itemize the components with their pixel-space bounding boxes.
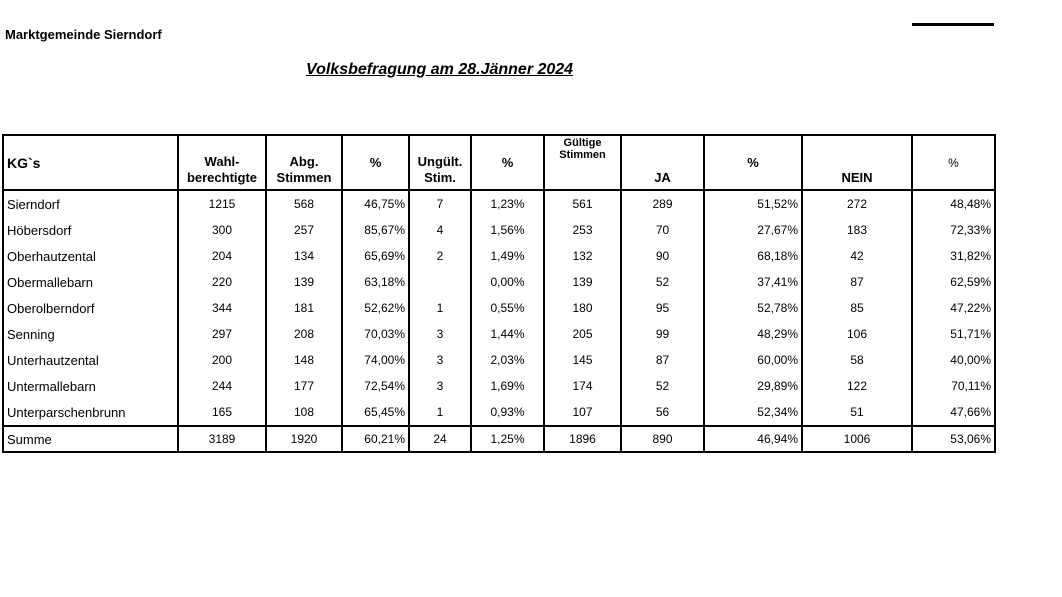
col-header-wahl-line1: Wahl- — [204, 154, 240, 169]
cell-abg: 177 — [266, 373, 342, 399]
cell-pct-ja: 52,78% — [704, 295, 802, 321]
cell-pct-abg: 70,03% — [342, 321, 409, 347]
cell-abg: 148 — [266, 347, 342, 373]
cell-name: Oberhautzental — [3, 243, 178, 269]
col-header-pct-nein: % — [912, 135, 995, 190]
total-ja: 890 — [621, 426, 704, 452]
cell-wahl: 297 — [178, 321, 266, 347]
cell-abg: 134 — [266, 243, 342, 269]
results-table — [2, 134, 996, 453]
cell-ungueltig: 7 — [409, 190, 471, 217]
cell-pct-abg: 72,54% — [342, 373, 409, 399]
cell-abg: 139 — [266, 269, 342, 295]
cell-pct-abg: 65,69% — [342, 243, 409, 269]
cell-wahl: 220 — [178, 269, 266, 295]
cell-gueltig: 107 — [544, 399, 621, 426]
cell-name: Sierndorf — [3, 190, 178, 217]
cell-ja: 90 — [621, 243, 704, 269]
col-header-kg: KG`s — [3, 135, 178, 190]
cell-nein: 58 — [802, 347, 912, 373]
cell-ja: 87 — [621, 347, 704, 373]
cell-abg: 568 — [266, 190, 342, 217]
table-row — [3, 269, 995, 295]
col-header-pct-abg: % — [342, 135, 409, 190]
total-pct-ja: 46,94% — [704, 426, 802, 452]
cell-gueltig: 180 — [544, 295, 621, 321]
cell-pct-ja: 68,18% — [704, 243, 802, 269]
col-header-wahl-line2: berechtigte — [186, 170, 258, 185]
col-header-gue-line2: Stimmen — [559, 149, 606, 161]
cell-abg: 181 — [266, 295, 342, 321]
total-name: Summe — [3, 426, 178, 452]
cell-pct-nein: 51,71% — [912, 321, 995, 347]
cell-name: Höbersdorf — [3, 217, 178, 243]
cell-pct-nein: 31,82% — [912, 243, 995, 269]
col-header-pct-ja: % — [704, 135, 802, 190]
cell-pct-ung: 1,56% — [471, 217, 544, 243]
col-header-ungueltig — [409, 135, 471, 190]
cell-name: Unterhautzental — [3, 347, 178, 373]
cell-nein: 106 — [802, 321, 912, 347]
cell-pct-ung: 1,44% — [471, 321, 544, 347]
cell-pct-abg: 85,67% — [342, 217, 409, 243]
cell-ungueltig: 2 — [409, 243, 471, 269]
total-row — [3, 426, 995, 452]
cell-nein: 42 — [802, 243, 912, 269]
cell-pct-ung: 0,55% — [471, 295, 544, 321]
cell-pct-nein: 47,22% — [912, 295, 995, 321]
col-header-ung-line2: Stim. — [424, 170, 456, 185]
cell-ja: 52 — [621, 373, 704, 399]
cell-wahl: 344 — [178, 295, 266, 321]
cell-ungueltig: 3 — [409, 373, 471, 399]
cell-ungueltig: 1 — [409, 399, 471, 426]
cell-gueltig: 145 — [544, 347, 621, 373]
cell-nein: 183 — [802, 217, 912, 243]
cell-pct-abg: 63,18% — [342, 269, 409, 295]
cell-pct-ja: 37,41% — [704, 269, 802, 295]
cell-pct-ung: 1,23% — [471, 190, 544, 217]
cell-nein: 122 — [802, 373, 912, 399]
cell-ungueltig: 3 — [409, 347, 471, 373]
cell-pct-abg: 74,00% — [342, 347, 409, 373]
table-row — [3, 190, 995, 217]
cell-name: Untermallebarn — [3, 373, 178, 399]
total-gueltig: 1896 — [544, 426, 621, 452]
cell-ja: 99 — [621, 321, 704, 347]
cell-wahl: 200 — [178, 347, 266, 373]
organization-name: Marktgemeinde Sierndorf — [5, 27, 162, 42]
col-header-nein: NEIN — [802, 135, 912, 190]
cell-pct-ja: 29,89% — [704, 373, 802, 399]
cell-pct-abg: 52,62% — [342, 295, 409, 321]
col-header-gue-line1: Gültige — [563, 137, 602, 149]
cell-ungueltig — [409, 269, 471, 295]
cell-gueltig: 132 — [544, 243, 621, 269]
cell-gueltig: 561 — [544, 190, 621, 217]
cell-pct-ung: 2,03% — [471, 347, 544, 373]
cell-gueltig: 253 — [544, 217, 621, 243]
table-row — [3, 373, 995, 399]
table-row — [3, 347, 995, 373]
cell-pct-abg: 46,75% — [342, 190, 409, 217]
cell-pct-abg: 65,45% — [342, 399, 409, 426]
cell-wahl: 300 — [178, 217, 266, 243]
table-row — [3, 243, 995, 269]
cell-pct-nein: 48,48% — [912, 190, 995, 217]
total-pct-nein: 53,06% — [912, 426, 995, 452]
cell-name: Senning — [3, 321, 178, 347]
cell-pct-nein: 47,66% — [912, 399, 995, 426]
cell-wahl: 204 — [178, 243, 266, 269]
cell-ungueltig: 4 — [409, 217, 471, 243]
cell-nein: 87 — [802, 269, 912, 295]
table-row — [3, 217, 995, 243]
cell-pct-ung: 0,00% — [471, 269, 544, 295]
cell-ja: 56 — [621, 399, 704, 426]
cell-gueltig: 205 — [544, 321, 621, 347]
col-header-gueltig — [544, 135, 621, 190]
cell-pct-ung: 0,93% — [471, 399, 544, 426]
cell-pct-ja: 51,52% — [704, 190, 802, 217]
cell-pct-ja: 52,34% — [704, 399, 802, 426]
total-pct-abg: 60,21% — [342, 426, 409, 452]
col-header-abg-line1: Abg. — [289, 154, 319, 169]
col-header-pct-ung: % — [471, 135, 544, 190]
header-row — [3, 135, 995, 190]
cell-ungueltig: 1 — [409, 295, 471, 321]
col-header-abg-line2: Stimmen — [276, 170, 332, 185]
col-header-abg-stimmen — [266, 135, 342, 190]
cell-ja: 95 — [621, 295, 704, 321]
cell-pct-ung: 1,49% — [471, 243, 544, 269]
document-title: Volksbefragung am 28.Jänner 2024 — [306, 61, 574, 78]
table-row — [3, 399, 995, 426]
cell-nein: 51 — [802, 399, 912, 426]
table-row — [3, 295, 995, 321]
cell-pct-nein: 40,00% — [912, 347, 995, 373]
top-right-rule — [912, 23, 994, 26]
cell-ja: 289 — [621, 190, 704, 217]
cell-pct-nein: 62,59% — [912, 269, 995, 295]
cell-pct-ja: 27,67% — [704, 217, 802, 243]
cell-nein: 85 — [802, 295, 912, 321]
cell-abg: 208 — [266, 321, 342, 347]
cell-ja: 52 — [621, 269, 704, 295]
cell-name: Unterparschenbrunn — [3, 399, 178, 426]
total-wahl: 3189 — [178, 426, 266, 452]
cell-abg: 108 — [266, 399, 342, 426]
total-nein: 1006 — [802, 426, 912, 452]
total-ungueltig: 24 — [409, 426, 471, 452]
cell-pct-ung: 1,69% — [471, 373, 544, 399]
cell-gueltig: 174 — [544, 373, 621, 399]
cell-pct-ja: 48,29% — [704, 321, 802, 347]
col-header-wahlberechtigte — [178, 135, 266, 190]
table-row — [3, 321, 995, 347]
cell-pct-ja: 60,00% — [704, 347, 802, 373]
cell-wahl: 165 — [178, 399, 266, 426]
total-pct-ung: 1,25% — [471, 426, 544, 452]
cell-pct-nein: 72,33% — [912, 217, 995, 243]
cell-pct-nein: 70,11% — [912, 373, 995, 399]
cell-nein: 272 — [802, 190, 912, 217]
cell-gueltig: 139 — [544, 269, 621, 295]
col-header-ja: JA — [621, 135, 704, 190]
cell-name: Obermallebarn — [3, 269, 178, 295]
cell-abg: 257 — [266, 217, 342, 243]
total-abg: 1920 — [266, 426, 342, 452]
col-header-ung-line1: Ungült. — [417, 154, 463, 169]
cell-ja: 70 — [621, 217, 704, 243]
cell-ungueltig: 3 — [409, 321, 471, 347]
cell-name: Oberolberndorf — [3, 295, 178, 321]
cell-wahl: 1215 — [178, 190, 266, 217]
cell-wahl: 244 — [178, 373, 266, 399]
